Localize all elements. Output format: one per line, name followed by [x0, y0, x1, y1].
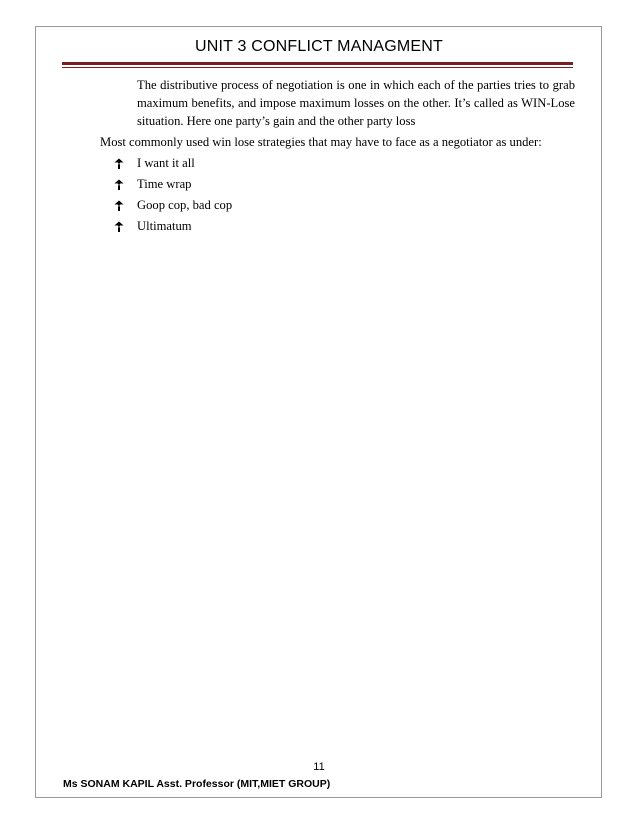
header-rule-thin — [62, 67, 573, 68]
list-item — [114, 174, 232, 195]
list-item-label: Time wrap — [137, 177, 192, 191]
list-item — [114, 153, 232, 174]
body-paragraph: The distributive process of negotiation is one in which each of the parties tries to grab maximum benefits, and impose maximum losses on the other. It’s called as WIN-Lose situation. Here one party’s gain and the other party loss — [137, 78, 575, 128]
list-item-label: I want it all — [137, 156, 195, 170]
page-header-title: UNIT 3 CONFLICT MANAGMENT — [195, 38, 443, 55]
leaf-bullet-icon — [114, 158, 124, 170]
list-item — [114, 216, 232, 237]
page-number: 11 — [313, 761, 325, 773]
leaf-bullet-icon — [114, 179, 124, 191]
footer-author: Ms SONAM KAPIL Asst. Professor (MIT,MIET GROUP) — [63, 778, 331, 790]
list-item-label: Ultimatum — [137, 219, 192, 233]
strategies-list — [114, 153, 232, 237]
list-item-label: Goop cop, bad cop — [137, 198, 233, 212]
header-rule-thick — [62, 62, 573, 65]
leaf-bullet-icon — [114, 200, 124, 212]
leaf-bullet-icon — [114, 221, 124, 233]
list-item — [114, 195, 232, 216]
strategies-intro: Most commonly used win lose strategies that may have to face as a negotiator as under: — [100, 135, 542, 149]
